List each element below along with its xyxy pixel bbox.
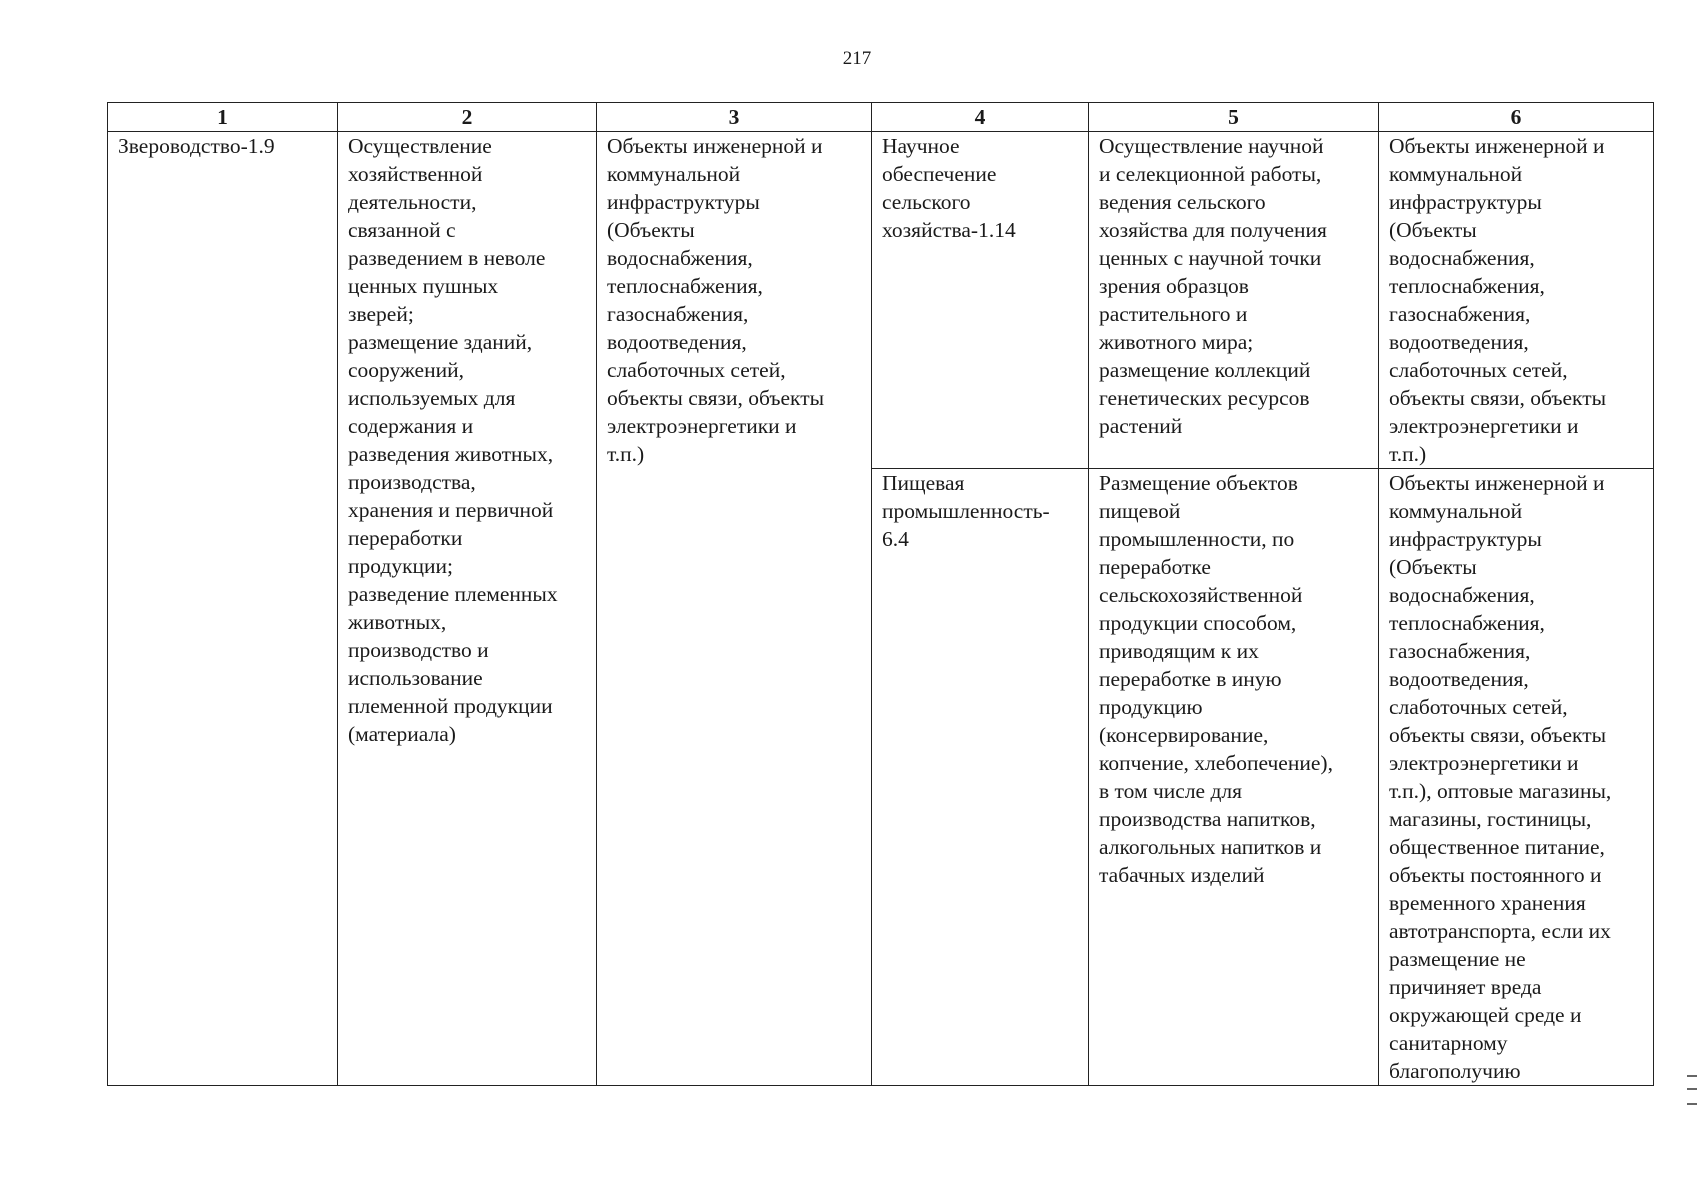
main-use-objects-cell: Объекты инженерной и коммунальной инфраструктуры (Объекты водоснабжения, теплоснабжения, газоснабжения, водоотведения, слаботочных сетей, объекты связи, объекты электроэнергетики и т.п.) <box>597 132 872 1086</box>
conditional-use-objects-cell: Объекты инженерной и коммунальной инфраструктуры (Объекты водоснабжения, теплоснабжения, газоснабжения, водоотведения, слаботочных сетей, объекты связи, объекты электроэнергетики и т.п.) <box>1379 132 1654 469</box>
scan-edge-mark <box>1687 1075 1697 1105</box>
column-header-3: 3 <box>597 103 872 132</box>
column-header-5: 5 <box>1089 103 1379 132</box>
land-use-table <box>107 102 1654 1086</box>
main-use-description-cell: Осуществление хозяйственной деятельности, связанной с разведением в неволе ценных пушных зверей; размещение зданий, сооружений, используемых для содержания и разведения животных, производства, хранения и первичной переработки продукции; разведение племенных животных, производство и использование племенной продукции (материала) <box>338 132 597 1086</box>
column-header-2: 2 <box>338 103 597 132</box>
column-header-4: 4 <box>872 103 1089 132</box>
table-row <box>108 132 1654 469</box>
main-use-cell: Звероводство-1.9 <box>108 132 338 1086</box>
conditional-use-description-cell: Размещение объектов пищевой промышленности, по переработке сельскохозяйственной продукции способом, приводящим к их переработке в иную продукцию (консервирование, копчение, хлебопечение), в том числе для производства напитков, алкогольных напитков и табачных изделий <box>1089 469 1379 1086</box>
column-header-6: 6 <box>1379 103 1654 132</box>
conditional-use-objects-cell: Объекты инженерной и коммунальной инфраструктуры (Объекты водоснабжения, теплоснабжения, газоснабжения, водоотведения, слаботочных сетей, объекты связи, объекты электроэнергетики и т.п.), оптовые магазины, магазины, гостиницы, общественное питание, объекты постоянного и временного хранения автотранспорта, если их размещение не причиняет вреда окружающей среде и санитарному благополучию <box>1379 469 1654 1086</box>
table-header-row <box>108 103 1654 132</box>
page-number: 217 <box>842 48 872 69</box>
column-header-1: 1 <box>108 103 338 132</box>
conditional-use-description-cell: Осуществление научной и селекционной работы, ведения сельского хозяйства для получения ценных с научной точки зрения образцов растительного и животного мира; размещение коллекций генетических ресурсов растений <box>1089 132 1379 469</box>
conditional-use-cell: Пищевая промышленность- 6.4 <box>872 469 1089 1086</box>
conditional-use-cell: Научное обеспечение сельского хозяйства-1.14 <box>872 132 1089 469</box>
